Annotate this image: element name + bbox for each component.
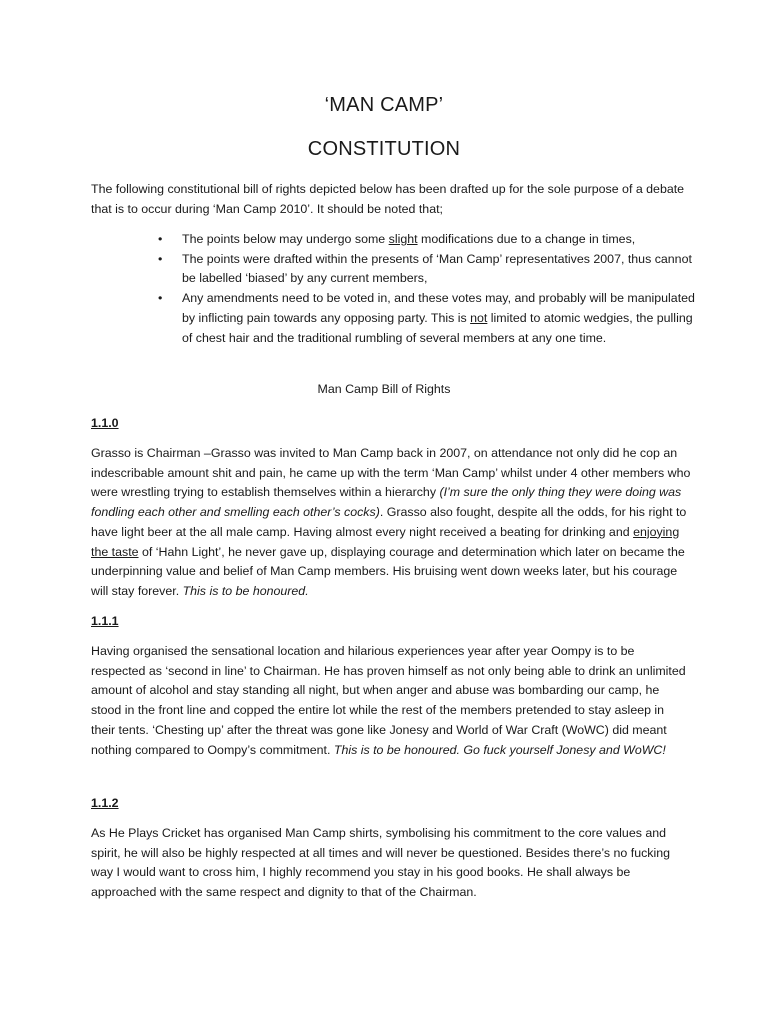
bullet-icon: • [158, 291, 163, 306]
list-item: • The points below may undergo some slight modifications due to a change in times, [158, 230, 698, 250]
bullet-icon: • [158, 251, 163, 266]
section-paragraph: Having organised the sensational location and hilarious experiences year after year Oompy is to be respected as ‘second in line’ to Chairman. He has proven himself as not only being able to drink an unlimited amount of alcohol and stay standing all night, but when anger and abuse was bombarding our camp, he stood in the front line and copped the entire lot while the rest of the members pretended to stay asleep in their tents. ‘Chesting up’ after the threat was gone like Jonesy and World of War Craft (WoWC) did meant nothing compared to Oompy’s commitment. This is to be honoured. Go fuck yourself Jonesy and WoWC! [91, 644, 686, 757]
bill-of-rights-heading: Man Camp Bill of Rights [317, 382, 451, 396]
bullet-icon: • [158, 232, 163, 246]
bullet-list [158, 230, 698, 348]
section-number: 1.1.0 [91, 416, 119, 430]
document-subtitle: CONSTITUTION [307, 138, 461, 160]
section-number: 1.1.1 [91, 614, 119, 628]
list-item: • The points were drafted within the presents of ‘Man Camp’ representatives 2007, thus cannot be labelled ‘biased’ by any current members, [158, 251, 692, 286]
section-paragraph: As He Plays Cricket has organised Man Camp shirts, symbolising his commitment to the core values and spirit, he will also be highly respected at all times and will never be questioned. Besides there’s no fucking way I would want to cross him, I highly recommend you stay in his good books. He shall always be approached with the same respect and dignity to that of the Chairman. [91, 826, 671, 900]
section-number: 1.1.2 [91, 796, 119, 810]
intro-paragraph: The following constitutional bill of rights depicted below has been drafted up for the sole purpose of a debate that is to occur during ‘Man Camp 2010’. It should be noted that; [91, 182, 685, 216]
document-title: ‘MAN CAMP’ [324, 94, 444, 116]
list-item: • Any amendments need to be voted in, and these votes may, and probably will be manipulated by inflicting pain towards any opposing party. This is not limited to atomic wedgies, the pulling of chest hair and the traditional rumbling of several members at any one time. [158, 291, 695, 345]
section-paragraph: Grasso is Chairman –Grasso was invited to Man Camp back in 2007, on attendance not only did he cop an indescribable amount shit and pain, he came up with the term ‘Man Camp’ whilst under 4 other members who were wrestling trying to establish themselves within a hierarchy (I’m sure the only thing they were doing was fondling each other and smelling each other’s cocks). Grasso also fought, despite all the odds, for his right to have light beer at the all male camp. Having almost every night received a beating for drinking and enjoying the taste of ‘Hahn Light’, he never gave up, displaying courage and determination which later on became the underpinning value and belief of Man Camp members. His bruising went down weeks later, but his courage will stay forever. This is to be honoured. [91, 446, 691, 598]
